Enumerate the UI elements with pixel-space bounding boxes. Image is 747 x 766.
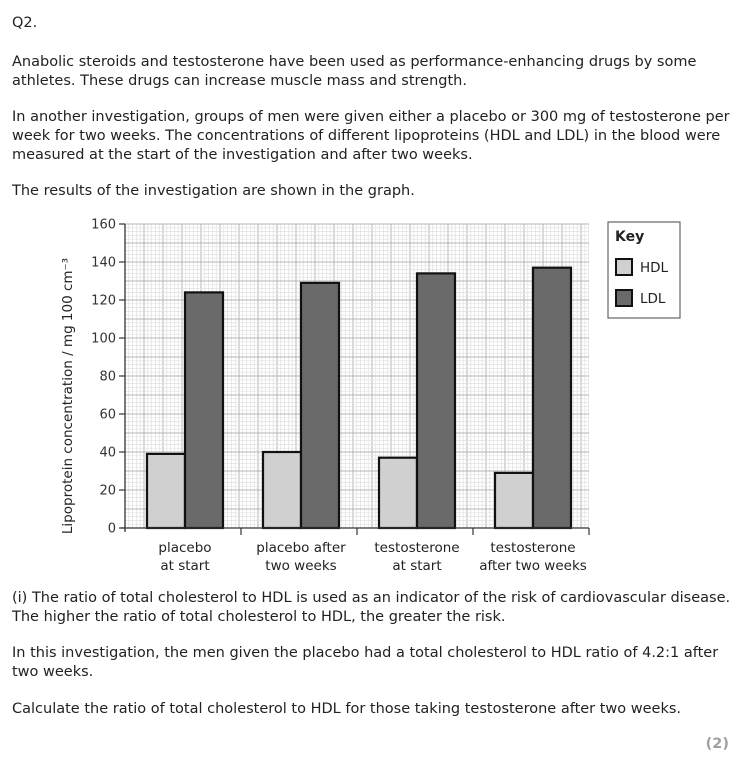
intro-paragraph: Anabolic steroids and testosterone have been used as performance-enhancing drugs by some athletes. These drugs can increase muscle mass and strength. [12, 54, 697, 89]
bar-ldl-1 [185, 292, 223, 528]
bar-hdl-1 [147, 454, 185, 528]
x-category-label: placebo [158, 540, 212, 556]
lipoprotein-bar-chart [52, 210, 692, 585]
bar-ldl-2 [301, 283, 339, 528]
y-tick-label: 40 [99, 445, 116, 461]
legend-swatch-hdl [616, 259, 632, 275]
legend-title: Key [615, 229, 645, 245]
marks-label: (2) [705, 736, 729, 752]
x-category-label: placebo after [256, 540, 346, 556]
x-category-label: testosterone [490, 540, 576, 556]
x-category-label: at start [160, 558, 210, 574]
bar-ldl-3 [417, 273, 455, 528]
x-category-label: testosterone [374, 540, 460, 556]
investigation-paragraph: In another investigation, groups of men were given either a placebo or 300 mg of testosterone per week for two weeks. The concentrations of different lipoproteins (HDL and LDL) in the blood were measured at the start of the investigation and after two weeks. [12, 109, 730, 163]
y-tick-label: 100 [91, 331, 116, 347]
y-tick-label: 60 [99, 407, 116, 423]
x-category-label: at start [392, 558, 442, 574]
task-paragraph: Calculate the ratio of total cholesterol to HDL for those taking testosterone after two weeks. [12, 701, 682, 717]
bar-hdl-3 [379, 458, 417, 528]
x-category-label: two weeks [265, 558, 337, 574]
y-tick-label: 140 [91, 255, 116, 271]
y-tick-label: 120 [91, 293, 116, 309]
y-tick-label: 80 [99, 369, 116, 385]
x-category-label: after two weeks [479, 558, 587, 574]
y-tick-label: 20 [99, 483, 116, 499]
bar-hdl-4 [495, 473, 533, 528]
question-number: Q2. [12, 15, 38, 31]
results-intro: The results of the investigation are shown in the graph. [12, 183, 415, 199]
y-axis-title: Lipoprotein concentration / mg 100 cm⁻³ [60, 257, 76, 535]
y-tick-label: 160 [91, 217, 116, 233]
legend-swatch-ldl [616, 290, 632, 306]
part-i-paragraph: (i) The ratio of total cholesterol to HDL is used as an indicator of the risk of cardiovascular disease. The higher the ratio of total cholesterol to HDL, the greater the risk. [12, 590, 731, 625]
y-tick-label: 0 [107, 521, 116, 537]
chart-legend [608, 222, 680, 318]
placebo-ratio-paragraph: In this investigation, the men given the placebo had a total cholesterol to HDL ratio of 4.2:1 after two weeks. [12, 645, 719, 680]
bar-ldl-4 [533, 268, 571, 528]
legend-label-hdl: HDL [640, 260, 669, 276]
legend-label-ldl: LDL [640, 291, 666, 307]
bar-hdl-2 [263, 452, 301, 528]
